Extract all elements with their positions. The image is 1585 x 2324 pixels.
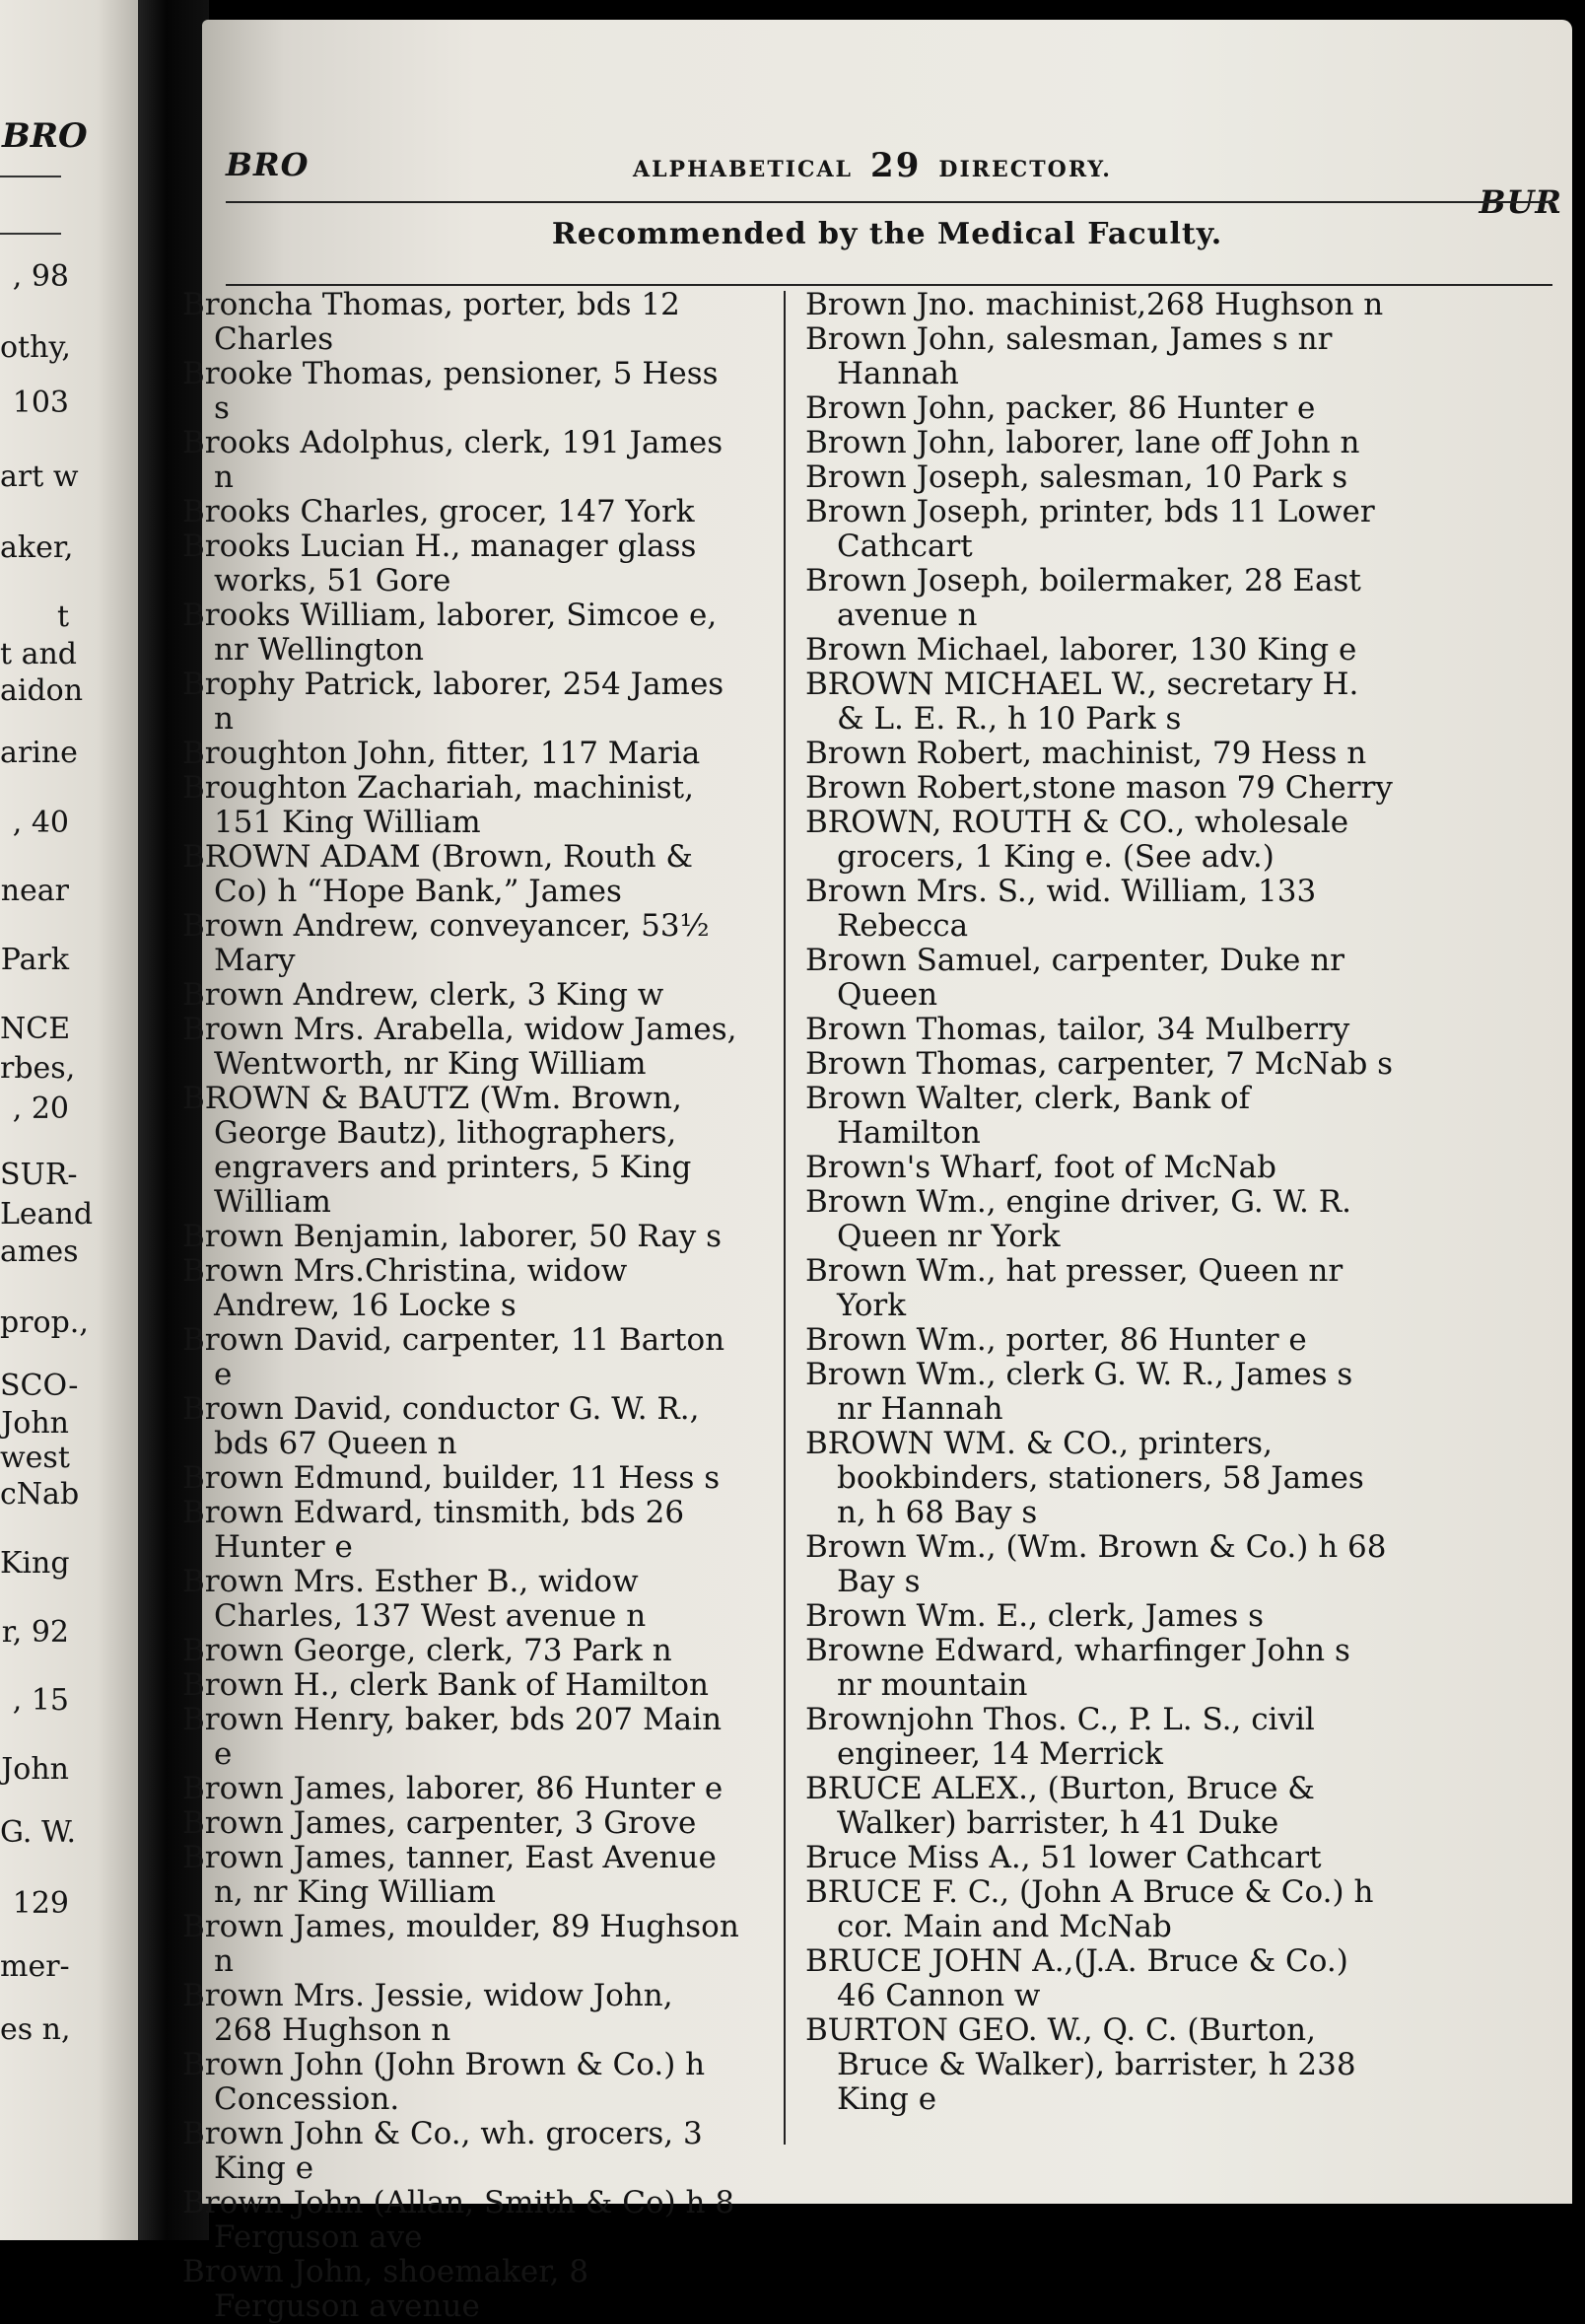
directory-page [182, 20, 1572, 2324]
directory-entry: Brown Edward, tinsmith, bds 26 Hunter e [182, 1495, 685, 1565]
directory-entry: Brown George, clerk, 73 Park n [182, 1633, 672, 1668]
directory-entry: BURTON GEO. W., Q. C. (Burton, Bruce & Walker), barrister, h 238 King e [805, 2012, 1356, 2117]
directory-entry: Brooks Lucian H., manager glass works, 51 Gore [182, 528, 697, 599]
facing-page-fragment-line: , 20 [12, 1091, 69, 1126]
directory-entry: Brownjohn Thos. C., P. L. S., civil engineer, 14 Merrick [805, 1702, 1315, 1772]
facing-page-fragment-line: , 40 [12, 805, 69, 840]
directory-entry: Brown John, shoemaker, 8 Ferguson avenue [182, 2254, 589, 2324]
facing-page-fragment-line: r, 92 [1, 1614, 69, 1650]
directory-entry: Brown Mrs. Esther B., widow Charles, 137 West avenue n [182, 1564, 647, 1634]
directory-entry: Brown Mrs.Christina, widow Andrew, 16 Locke s [182, 1253, 628, 1323]
facing-page-rule [0, 233, 61, 235]
directory-entry: Brown Wm., porter, 86 Hunter e [805, 1322, 1307, 1358]
page-number: 29 [870, 146, 922, 185]
directory-entry: Brown Joseph, salesman, 10 Park s [805, 459, 1348, 495]
directory-entry: Brown Wm. E., clerk, James s [805, 1598, 1265, 1634]
directory-entry: Brooks Charles, grocer, 147 York [182, 494, 695, 529]
facing-page-fragment-line: John [1, 1405, 69, 1441]
directory-entry: Brown John (Allan, Smith & Co) h 8 Ferguson ave [182, 2185, 735, 2255]
facing-page-fragment-line: NCE [0, 1011, 71, 1046]
facing-page-fragment-line: ames [0, 1233, 79, 1269]
facing-page-fragment-line: rbes, [0, 1051, 76, 1087]
directory-entry: Brown Jno. machinist,268 Hughson n [805, 287, 1384, 322]
directory-entry: Brown John, salesman, James s nr Hannah [805, 321, 1333, 391]
running-head-left: BRO [226, 146, 310, 183]
facing-page-fragment-line: othy, [0, 330, 71, 366]
directory-entry: Brown Wm., engine driver, G. W. R. Queen nr York [805, 1184, 1351, 1254]
facing-page-fragment-line: , 15 [12, 1683, 69, 1719]
directory-entry: Brown James, tanner, East Avenue n, nr King William [182, 1840, 717, 1910]
facing-page-fragment-line: es n, [0, 2011, 71, 2047]
directory-entry: Brown Edmund, builder, 11 Hess s [182, 1460, 721, 1496]
directory-entry: Brown Michael, laborer, 130 King e [805, 632, 1357, 668]
directory-entry: Brown John (John Brown & Co.) h Concession. [182, 2047, 706, 2117]
directory-entry: BROWN & BAUTZ (Wm. Brown, George Bautz), lithographers, engravers and printers, 5 King William [182, 1081, 692, 1220]
facing-page-fragment-line: SCO- [0, 1369, 79, 1404]
directory-entry: BROWN ADAM (Brown, Routh & Co) h “Hope Bank,” James [182, 839, 694, 909]
directory-entry: Brown Robert,stone mason 79 Cherry [805, 770, 1393, 806]
advertising-banner: Recommended by the Medical Faculty. [551, 217, 1223, 251]
facing-page-fragment-line: arine [0, 735, 78, 770]
directory-entry: Brown Walter, clerk, Bank of Hamilton [805, 1081, 1251, 1151]
facing-page-fragment-line: aker, [0, 530, 74, 566]
directory-entry: Bruce Miss A., 51 lower Cathcart [805, 1840, 1322, 1875]
directory-entry: Brown Mrs. Arabella, widow James, Wentworth, nr King William [182, 1012, 737, 1082]
directory-entry: Brown Henry, baker, bds 207 Main e [182, 1702, 723, 1772]
directory-entry: Broughton Zachariah, machinist, 151 King William [182, 770, 694, 840]
facing-page-fragment-line: , 98 [12, 258, 69, 294]
directory-entry: Brown Wm., (Wm. Brown & Co.) h 68 Bay s [805, 1529, 1387, 1599]
directory-entry: Brophy Patrick, laborer, 254 James n [182, 667, 724, 737]
directory-entry: Brown Benjamin, laborer, 50 Ray s [182, 1219, 723, 1254]
directory-entry: Brown David, carpenter, 11 Barton e [182, 1322, 725, 1392]
directory-entry: Brown Wm., hat presser, Queen nr York [805, 1253, 1344, 1323]
directory-entry: BRUCE F. C., (John A Bruce & Co.) h cor. Main and McNab [805, 1874, 1374, 1944]
directory-entry: Brown James, moulder, 89 Hughson n [182, 1909, 739, 1979]
directory-entry: Brown Joseph, printer, bds 11 Lower Cathcart [805, 494, 1375, 564]
facing-page-fragment-line: 129 [12, 1886, 69, 1921]
right-column [805, 288, 1559, 2117]
directory-entry: Brown Mrs. Jessie, widow John, 268 Hughson n [182, 1978, 673, 2048]
facing-page-fragment-line: John [1, 1751, 69, 1787]
facing-page-fragment-line: prop., [0, 1305, 89, 1341]
directory-entry: Brown John, packer, 86 Hunter e [805, 390, 1316, 426]
directory-entry: BRUCE JOHN A.,(J.A. Bruce & Co.) 46 Cannon w [805, 1943, 1348, 2013]
facing-page-fragment-line: art w [0, 458, 79, 494]
facing-page-fragment-line: 103 [12, 385, 69, 420]
facing-page-fragment-line: SUR- [0, 1157, 78, 1192]
facing-page-fragment-line: t [56, 599, 69, 634]
directory-entry: Brown Thomas, carpenter, 7 McNab s [805, 1046, 1394, 1082]
facing-page-fragment-line: west [0, 1440, 70, 1475]
directory-entry: Brown Robert, machinist, 79 Hess n [805, 736, 1367, 771]
directory-entry: Brown Samuel, carpenter, Duke nr Queen [805, 943, 1344, 1013]
running-head-title-right: DIRECTORY. [938, 157, 1112, 182]
directory-entry: Brown Joseph, boilermaker, 28 East avenue n [805, 563, 1361, 633]
directory-entry: Brown David, conductor G. W. R., bds 67 Queen n [182, 1391, 700, 1461]
directory-entry: Brown James, laborer, 86 Hunter e [182, 1771, 724, 1806]
directory-entry: Broughton John, fitter, 117 Maria [182, 736, 701, 771]
directory-entry: Brooke Thomas, pensioner, 5 Hess s [182, 356, 719, 426]
facing-page-fragment-line: t and [0, 636, 78, 671]
directory-entry: Brown Thomas, tailor, 34 Mulberry [805, 1012, 1350, 1047]
header-rule [226, 201, 1552, 203]
facing-page-fragment-line: aidon [0, 673, 84, 709]
directory-entry: Brown H., clerk Bank of Hamilton [182, 1667, 709, 1703]
column-divider [784, 291, 786, 2145]
facing-page-fragment-line: Park [0, 943, 69, 977]
directory-entry: Brown's Wharf, foot of McNab [805, 1150, 1276, 1185]
directory-entry: Brooks Adolphus, clerk, 191 James n [182, 425, 724, 495]
directory-entry: Browne Edward, wharfinger John s nr mountain [805, 1633, 1350, 1703]
facing-page-header: BRO [2, 116, 88, 156]
left-column [182, 288, 739, 2324]
facing-page-fragment-line: G. W. [0, 1814, 77, 1850]
directory-entry: BROWN, ROUTH & CO., wholesale grocers, 1 King e. (See adv.) [805, 805, 1349, 875]
facing-page-fragment-line: near [0, 874, 69, 909]
directory-entry: Brown John & Co., wh. grocers, 3 King e [182, 2116, 703, 2186]
facing-page-fragment [0, 0, 138, 2240]
facing-page-fragment-line: Leand [0, 1197, 94, 1232]
running-head-center [527, 146, 1217, 185]
directory-entry: Brown Andrew, clerk, 3 King w [182, 977, 664, 1013]
directory-entry: BRUCE ALEX., (Burton, Bruce & Walker) barrister, h 41 Duke [805, 1771, 1315, 1841]
facing-page-rule [0, 176, 61, 177]
directory-entry: Brown Mrs. S., wid. William, 133 Rebecca [805, 874, 1317, 944]
facing-page-fragment-line: mer- [0, 1948, 70, 1984]
running-head-title-left: ALPHABETICAL [633, 157, 854, 182]
directory-entry: Brown Andrew, conveyancer, 53½ Mary [182, 908, 710, 978]
running-head-right: BUR [1479, 183, 1562, 221]
directory-entry: Broncha Thomas, porter, bds 12 Charles [182, 287, 680, 357]
directory-entry: Brown John, laborer, lane off John n [805, 425, 1360, 460]
directory-entry: Brown James, carpenter, 3 Grove [182, 1805, 697, 1841]
directory-entry: Brooks William, laborer, Simcoe e, nr Wellington [182, 598, 718, 668]
directory-entry: BROWN WM. & CO., printers, bookbinders, stationers, 58 James n, h 68 Bay s [805, 1426, 1364, 1530]
directory-entry: Brown Wm., clerk G. W. R., James s nr Hannah [805, 1357, 1353, 1427]
directory-entry: BROWN MICHAEL W., secretary H. & L. E. R., h 10 Park s [805, 667, 1359, 737]
banner-rule [226, 284, 1552, 286]
facing-page-fragment-line: King [0, 1545, 70, 1581]
facing-page-fragment-line: cNab [0, 1477, 80, 1513]
